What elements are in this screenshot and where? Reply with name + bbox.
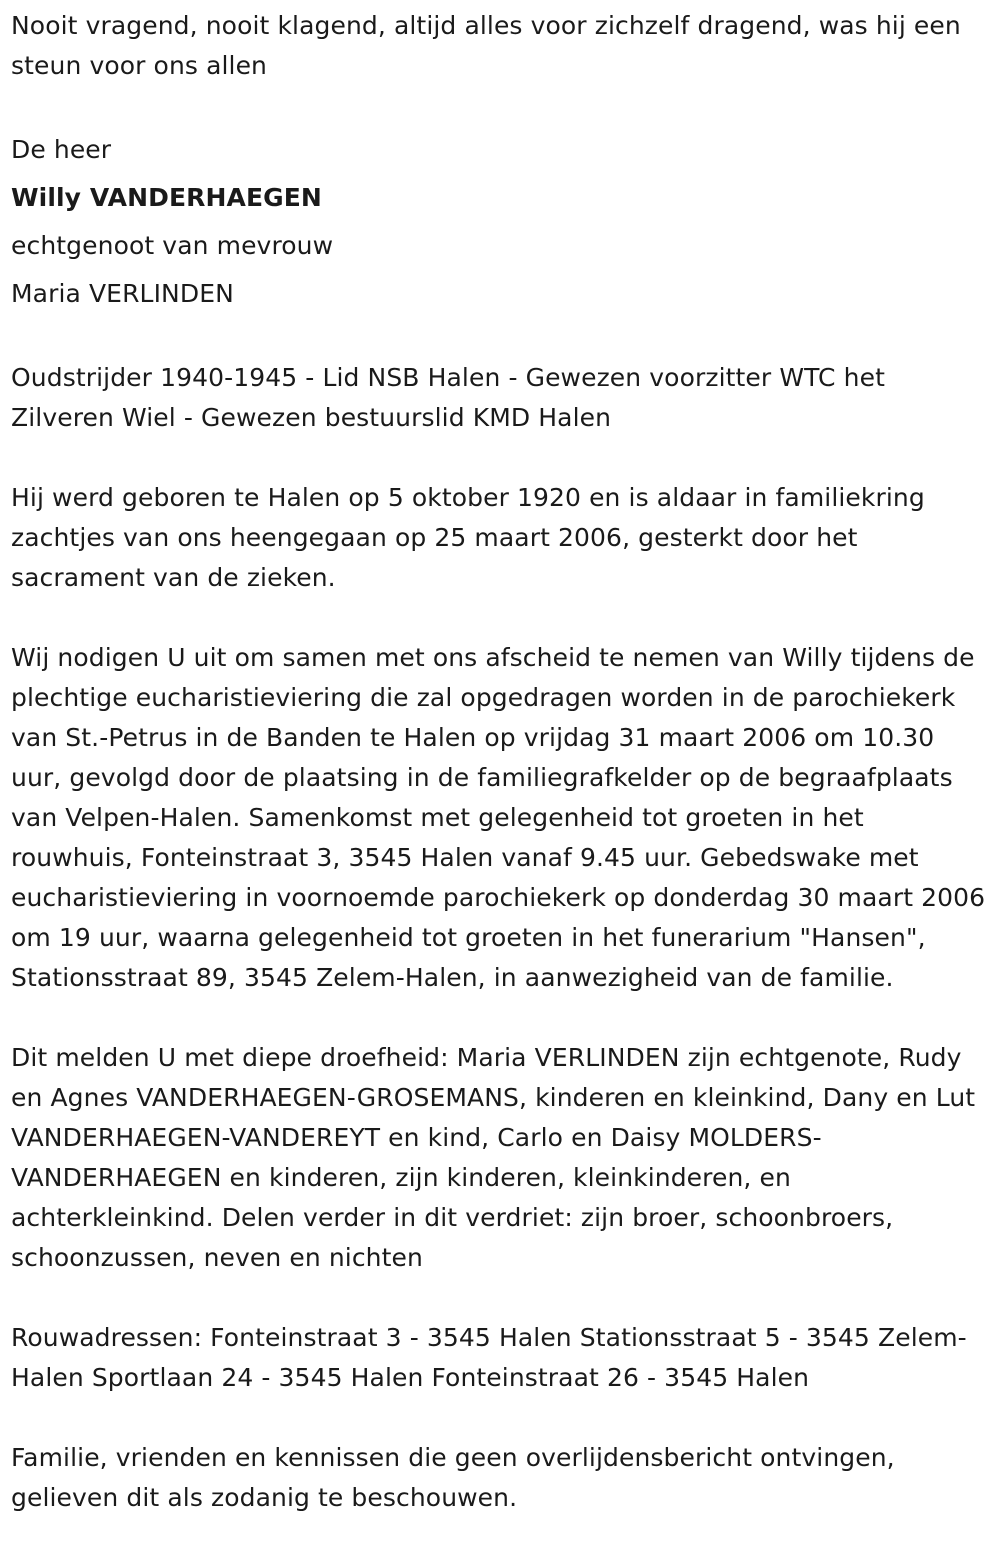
invitation-paragraph: Wij nodigen U uit om samen met ons afscheid te nemen van Willy tijdens de plechtige eucharistieviering die zal opgedragen worden in de parochiekerk van St.-Petrus in de Banden te Halen op vrijdag 31 maart 2006 om 10.30 uur, gevolgd door de plaatsing in de familiegrafkelder op de begraafplaats van Velpen-Halen. Samenkomst met gelegenheid tot groeten in het rouwhuis, Fonteinstraat 3, 3545 Halen vanaf 9.45 uur. Gebedswake met eucharistieviering in voornoemde parochiekerk op donderdag 30 maart 2006 om 19 uur, waarna gelegenheid tot groeten in het funerarium "Hansen", Stationsstraat 89, 3545 Zelem-Halen, in aanwezigheid van de familie. — [11, 643, 986, 992]
addresses-paragraph: Rouwadressen: Fonteinstraat 3 - 3545 Halen Stationsstraat 5 - 3545 Zelem-Halen Sportlaan 24 - 3545 Halen Fonteinstraat 26 - 3545 Halen — [11, 1323, 967, 1392]
obituary-notice — [11, 6, 991, 1518]
relation-text: echtgenoot van mevrouw — [11, 231, 334, 260]
motto-text: Nooit vragend, nooit klagend, altijd alles voor zichzelf dragend, was hij een steun voor ons allen — [11, 11, 961, 80]
titles-paragraph: Oudstrijder 1940-1945 - Lid NSB Halen - Gewezen voorzitter WTC het Zilveren Wiel - Gewezen bestuurslid KMD Halen — [11, 363, 885, 432]
closing-paragraph: Familie, vrienden en kennissen die geen overlijdensbericht ontvingen, gelieven dit als zodanig te beschouwen. — [11, 1443, 895, 1512]
birth-death-paragraph: Hij werd geboren te Halen op 5 oktober 1920 en is aldaar in familiekring zachtjes van ons heengegaan op 25 maart 2006, gesterkt door het sacrament van de zieken. — [11, 483, 925, 592]
salutation-text: De heer — [11, 135, 112, 164]
spouse-name: Maria VERLINDEN — [11, 279, 234, 308]
family-paragraph: Dit melden U met diepe droefheid: Maria VERLINDEN zijn echtgenote, Rudy en Agnes VANDERHAEGEN-GROSEMANS, kinderen en kleinkind, Dany en Lut VANDERHAEGEN-VANDEREYT en kind, Carlo en Daisy MOLDERS-VANDERHAEGEN en kinderen, zijn kinderen, kleinkinderen, en achterkleinkind. Delen verder in dit verdriet: zijn broer, schoonbroers, schoonzussen, neven en nichten — [11, 1043, 976, 1272]
deceased-name: Willy VANDERHAEGEN — [11, 183, 322, 212]
